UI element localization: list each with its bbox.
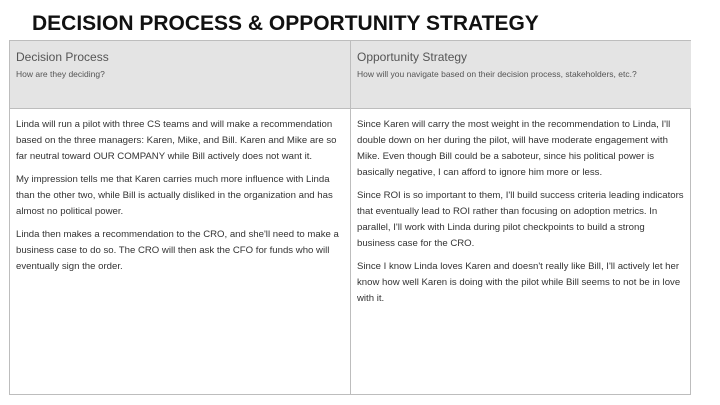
decision-process-paragraph: Linda will run a pilot with three CS teams and will make a recommendation based on the three managers: Karen, Mike, and Bill. Karen and Mike are so far neutral toward OUR COMPANY while Bill actively does not want it. <box>16 119 337 162</box>
decision-process-paragraph: Linda then makes a recommendation to the CRO, and she'll need to make a business case to do so. The CRO will then ask the CFO for funds who will eventually sign the order. <box>16 229 339 272</box>
decision-process-paragraph: My impression tells me that Karen carries much more influence with Linda than the other two, while Bill is actually disliked in the organization and has almost no political power. <box>16 174 333 217</box>
opportunity-strategy-paragraph: Since I know Linda loves Karen and doesn't really like Bill, I'll actively let her know how well Karen is doing with the pilot while Bill seems to not be in love with it. <box>357 261 681 304</box>
decision-process-header <box>10 41 351 109</box>
strategy-table <box>9 40 691 395</box>
opportunity-strategy-subtitle: How will you navigate based on their decision process, stakeholders, etc.? <box>357 69 637 79</box>
decision-process-subtitle: How are they deciding? <box>16 69 105 79</box>
opportunity-strategy-body <box>351 109 691 394</box>
opportunity-strategy-paragraph: Since ROI is so important to them, I'll build success criteria leading indicators that eventually lead to ROI rather than focusing on adoption metrics. In parallel, I'll work with Linda during pilot checkpoints to build a strong business case for the CRO. <box>357 190 684 249</box>
opportunity-strategy-title: Opportunity Strategy <box>357 50 468 64</box>
opportunity-strategy-paragraph: Since Karen will carry the most weight in the recommendation to Linda, I'll double down on her during the pilot, will have moderate engagement with Mike. Even though Bill could be a saboteur, since his political power is basically negative, I can afford to ignore him more or less. <box>357 119 671 178</box>
slide-title: DECISION PROCESS & OPPORTUNITY STRATEGY <box>32 12 539 35</box>
decision-process-title: Decision Process <box>16 50 109 64</box>
opportunity-strategy-header <box>351 41 691 109</box>
decision-process-body <box>10 109 351 394</box>
